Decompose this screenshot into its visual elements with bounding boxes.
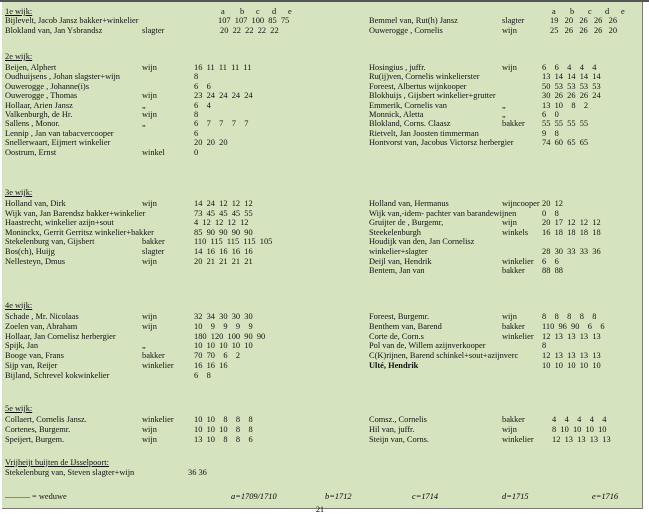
row-occupation: winkelier bbox=[502, 331, 534, 341]
row-values: 110 96 90 6 6 bbox=[542, 321, 605, 331]
row-values: 180 120 100 90 90 bbox=[194, 331, 266, 341]
row-name: Steijn van, Corns. bbox=[369, 435, 430, 444]
row-values: 6 0 bbox=[542, 110, 559, 119]
col-header-e-left: e bbox=[288, 7, 292, 16]
row-values: 0 8 bbox=[542, 208, 559, 218]
row-occupation: wijn bbox=[502, 218, 517, 228]
row-values: 55 55 55 55 bbox=[542, 119, 589, 129]
row-name: Lennip , Jan van tabacvercooper bbox=[5, 128, 114, 138]
section-heading-wijk2: 2e wijk: bbox=[5, 52, 33, 61]
col-header-a-left: a bbox=[221, 7, 225, 16]
row-name: Pol van de, Willem azijnverkooper bbox=[369, 341, 486, 351]
row-name: Zoelen van, Abraham bbox=[5, 321, 78, 331]
row-occupation: slagter bbox=[142, 26, 165, 35]
row-name: Ouwerogge , Cornelis bbox=[369, 26, 443, 35]
row-values: 23 24 24 24 24 bbox=[194, 91, 253, 101]
row-name: Wijk van, Jan Barendsz bakker+winkelier bbox=[5, 208, 146, 218]
row-values: 9 8 bbox=[542, 128, 559, 138]
row-values: 10 10 10 8 8 bbox=[194, 425, 253, 434]
row-name: Beijen, Alphert bbox=[5, 63, 57, 72]
page-number: 21 bbox=[316, 505, 324, 514]
row-values: 6 6 bbox=[194, 81, 211, 91]
row-occupation: wijn bbox=[502, 312, 517, 321]
legend-d: d=1715 bbox=[502, 492, 529, 501]
row-name: Speijert, Burgem. bbox=[5, 435, 65, 444]
row-values: 8 8 8 8 8 bbox=[542, 312, 597, 321]
row-name: Moninckx, Gerrit Gerritsz winkelier+bakker bbox=[5, 227, 154, 237]
row-occupation: winkelier bbox=[142, 415, 174, 424]
row-name: Houdijk van den, Jan Cornelisz bbox=[369, 237, 475, 247]
row-values: 13 10 8 2 bbox=[542, 100, 589, 110]
row-name: Oudhuijsens , Johan slagster+wijn bbox=[5, 72, 120, 82]
row-occupation: wijn bbox=[502, 26, 517, 35]
row-occupation: „ bbox=[502, 110, 506, 119]
row-occupation: wijn bbox=[142, 312, 157, 321]
section-heading-wijk1: 1e wijk: bbox=[5, 7, 33, 16]
row-values: 6 8 bbox=[194, 370, 211, 380]
row-values: 6 6 4 4 4 bbox=[542, 63, 597, 72]
row-values: 19 20 26 26 26 bbox=[550, 16, 617, 25]
row-occupation: bakker bbox=[502, 415, 525, 424]
row-values: 107 107 100 85 75 bbox=[218, 16, 290, 25]
row-values: 74 60 65 65 bbox=[542, 138, 589, 148]
row-name: Ru(ij)ven, Cornelis winkelierster bbox=[369, 72, 480, 82]
col-header-d-left: d bbox=[272, 7, 277, 16]
row-occupation: winkelier bbox=[502, 435, 534, 444]
row-values: 14 16 16 16 16 bbox=[194, 247, 253, 256]
row-values: 110 115 115 115 105 bbox=[194, 237, 273, 247]
col-header-d-right: d bbox=[605, 7, 610, 16]
row-name: Collaert, Cornelis Jansz. bbox=[5, 415, 87, 424]
row-values: 32 34 30 30 30 bbox=[194, 312, 253, 321]
row-name: Monnick, Aletta bbox=[369, 110, 424, 119]
row-name: Bos(ch), Huijg bbox=[5, 247, 55, 256]
row-values: 10 10 8 8 8 bbox=[194, 415, 253, 424]
row-name: Ouwerogge , Johanne(i)s bbox=[5, 81, 89, 91]
section-heading-buiten: Vrijheijt buijten de IJsselpoort: bbox=[5, 458, 109, 467]
row-values: 73 45 45 45 55 bbox=[194, 208, 253, 218]
row-occupation: slagter bbox=[142, 247, 165, 256]
row-name: Snellerwaart, Eijmert winkelier bbox=[5, 138, 111, 148]
row-values: 20 12 bbox=[542, 199, 563, 208]
row-name: Foreest, Albertus wijnkooper bbox=[369, 81, 467, 91]
legend-e: e=1716 bbox=[592, 492, 619, 501]
row-name: Deijl van, Hendrik bbox=[369, 256, 432, 266]
row-occupation: „ bbox=[142, 119, 146, 129]
row-name: winkelier+slagter bbox=[369, 247, 428, 256]
row-occupation: wijn bbox=[142, 256, 157, 266]
row-name: Hontvorst van, Jacobus Victorsz herbergier bbox=[369, 138, 514, 148]
row-values: 12 13 13 13 13 bbox=[552, 435, 611, 444]
row-values: 70 70 6 2 bbox=[194, 351, 241, 361]
row-values: 6 4 bbox=[194, 100, 211, 110]
row-name: Bemmel van, Rut(h) Jansz bbox=[369, 16, 458, 25]
row-values: 12 13 13 13 13 bbox=[542, 331, 601, 341]
row-name: Corte de, Corn.s bbox=[369, 331, 424, 341]
row-values: 20 17 12 12 12 bbox=[542, 218, 601, 228]
row-occupation: wijn bbox=[142, 63, 157, 72]
row-name: Sijp van, Reijer bbox=[5, 361, 58, 370]
row-name: Hollaar, Jan Cornelisz herbergier bbox=[5, 331, 116, 341]
row-values: 13 14 14 14 14 bbox=[542, 72, 601, 82]
row-values: 8 10 10 10 10 bbox=[552, 425, 607, 434]
document-sheet bbox=[2, 2, 643, 509]
row-occupation: „ bbox=[142, 341, 146, 351]
legend-b: b=1712 bbox=[325, 492, 352, 501]
row-occupation: winkels bbox=[502, 227, 529, 237]
row-name: Nellesteyn, Dmus bbox=[5, 256, 66, 266]
row-name: Blokland, Corns. Claasz bbox=[369, 119, 451, 129]
row-name: Gruijter de , Burgemr, bbox=[369, 218, 444, 228]
row-occupation: winkel bbox=[142, 147, 165, 157]
row-values: 20 21 21 21 21 bbox=[194, 256, 253, 266]
row-occupation: wijn bbox=[142, 199, 157, 208]
row-name: Bijlevelt, Jacob Jansz bakker+winkelier bbox=[5, 16, 139, 25]
row-values: 25 26 26 26 20 bbox=[550, 26, 617, 35]
row-values: 0 bbox=[194, 147, 199, 157]
row-name: Benthem van, Barend bbox=[369, 321, 442, 331]
row-values: 6 7 7 7 7 bbox=[194, 119, 249, 129]
row-occupation: bakker bbox=[502, 119, 525, 129]
col-header-b-left: b bbox=[240, 7, 245, 16]
row-name: Blokhuijs , Gijsbert winkelier+grutter bbox=[369, 91, 496, 101]
row-values: 8 bbox=[194, 72, 199, 82]
row-values: 13 10 8 8 6 bbox=[194, 435, 253, 444]
row-occupation: slagter bbox=[502, 16, 525, 25]
row-values: 20 22 22 22 22 bbox=[220, 26, 279, 35]
row-occupation: bakker bbox=[142, 237, 165, 247]
row-occupation: „ bbox=[502, 100, 506, 110]
row-name: Hosingius , juffr. bbox=[369, 63, 426, 72]
row-occupation: wijn bbox=[142, 321, 157, 331]
row-values: 16 11 11 11 11 bbox=[194, 63, 252, 72]
row-name: Holland van, Dirk bbox=[5, 199, 66, 208]
row-values: 10 10 10 10 10 bbox=[194, 341, 253, 351]
section-heading-wijk3: 3e wijk: bbox=[5, 188, 33, 197]
row-values: 36 36 bbox=[188, 468, 207, 477]
col-header-e-right: e bbox=[621, 7, 625, 16]
col-header-c-right: c bbox=[588, 7, 592, 16]
row-occupation: wijn bbox=[142, 435, 157, 444]
row-name: Sallens , Monor. bbox=[5, 119, 60, 129]
row-name: Holland van, Hermanus bbox=[369, 199, 449, 208]
row-name: Oostrum, Ernst bbox=[5, 147, 57, 157]
col-header-a-right: a bbox=[552, 7, 556, 16]
row-name: Spijk, Jan bbox=[5, 341, 39, 351]
row-name: Stekelenburg van, Steven slagter+wijn bbox=[5, 468, 135, 477]
row-occupation: winkelier bbox=[142, 361, 174, 370]
row-values: 85 90 90 90 90 bbox=[194, 227, 253, 237]
section-heading-wijk4: 4e wijk: bbox=[5, 301, 33, 310]
row-occupation: wijn bbox=[142, 110, 157, 119]
row-occupation: wijncooper bbox=[502, 199, 540, 208]
row-values: 14 24 12 12 12 bbox=[194, 199, 253, 208]
row-name: Rietvelt, Jan Joosten timmerman bbox=[369, 128, 479, 138]
col-header-b-right: b bbox=[570, 7, 575, 16]
row-values: 4 4 4 4 4 bbox=[552, 415, 607, 424]
row-occupation: „ bbox=[142, 100, 146, 110]
row-occupation: bakker bbox=[142, 351, 165, 361]
row-values: 4 12 12 12 12 bbox=[194, 218, 249, 228]
row-name: Hollaar, Arien Jansz bbox=[5, 100, 73, 110]
row-name: Ulté, Hendrik bbox=[369, 361, 419, 370]
row-occupation: winkelier bbox=[502, 256, 534, 266]
row-name: Valkenburgh, de Hr. bbox=[5, 110, 73, 119]
row-values: 16 18 18 18 18 bbox=[542, 227, 601, 237]
row-name: C(K)rijnen, Barend schinkel+sout+azijnverc bbox=[369, 351, 519, 361]
row-name: Steekelenburgh bbox=[369, 227, 421, 237]
row-occupation: bakker bbox=[502, 266, 525, 276]
row-values: 50 53 53 53 53 bbox=[542, 81, 601, 91]
section-heading-wijk5: 5e wijk: bbox=[5, 404, 33, 413]
legend-a: a=1709/1710 bbox=[231, 492, 277, 501]
row-values: 6 bbox=[194, 128, 199, 138]
row-values: 20 20 20 bbox=[194, 138, 228, 148]
row-name: Booge van, Frans bbox=[5, 351, 64, 361]
row-name: Schade , Mr. Nicolaas bbox=[5, 312, 79, 321]
row-name: Emmerik, Cornelis van bbox=[369, 100, 447, 110]
legend-c: c=1714 bbox=[412, 492, 439, 501]
legend-weduwe: = weduwe bbox=[32, 492, 67, 501]
row-name: Bijland, Schrevel kokwinkelier bbox=[5, 370, 110, 380]
row-values: 8 bbox=[194, 110, 199, 119]
legend-dash: ______ bbox=[5, 490, 31, 499]
row-name: Haastrecht, winkelier azijn+sout bbox=[5, 218, 114, 228]
row-values: 10 9 9 9 9 bbox=[194, 321, 253, 331]
row-name: Ouwerogge , Thomas bbox=[5, 91, 78, 101]
row-name: Cortenes, Burgemr. bbox=[5, 425, 71, 434]
row-occupation: bakker bbox=[502, 321, 525, 331]
row-values: 30 26 26 26 24 bbox=[542, 91, 601, 101]
row-name: Stekelenburg van, Gijsbert bbox=[5, 237, 95, 247]
row-occupation: wijn bbox=[502, 63, 517, 72]
row-name: Blokland van, Jan Ysbrandsz bbox=[5, 26, 103, 35]
row-values: 6 6 bbox=[542, 256, 559, 266]
row-name: Bentem, Jan van bbox=[369, 266, 425, 276]
row-values: 12 13 13 13 13 bbox=[542, 351, 601, 361]
row-values: 16 16 16 bbox=[194, 361, 228, 370]
row-values: 8 bbox=[542, 341, 547, 351]
row-occupation: wijn bbox=[142, 91, 157, 101]
row-occupation: wijn bbox=[142, 425, 157, 434]
row-name: Comsz., Cornelis bbox=[369, 415, 427, 424]
row-values: 10 10 10 10 10 bbox=[542, 361, 601, 370]
col-header-c-left: c bbox=[256, 7, 260, 16]
row-values: 88 88 bbox=[542, 266, 563, 276]
row-name: Foreest, Burgemr. bbox=[369, 312, 430, 321]
row-occupation: wijn bbox=[502, 425, 517, 434]
row-name: Hil van, juffr. bbox=[369, 425, 415, 434]
row-name: Wijk van,-idem- pachter van barandewijnen bbox=[369, 208, 517, 218]
row-values: 28 30 33 33 36 bbox=[542, 247, 601, 256]
